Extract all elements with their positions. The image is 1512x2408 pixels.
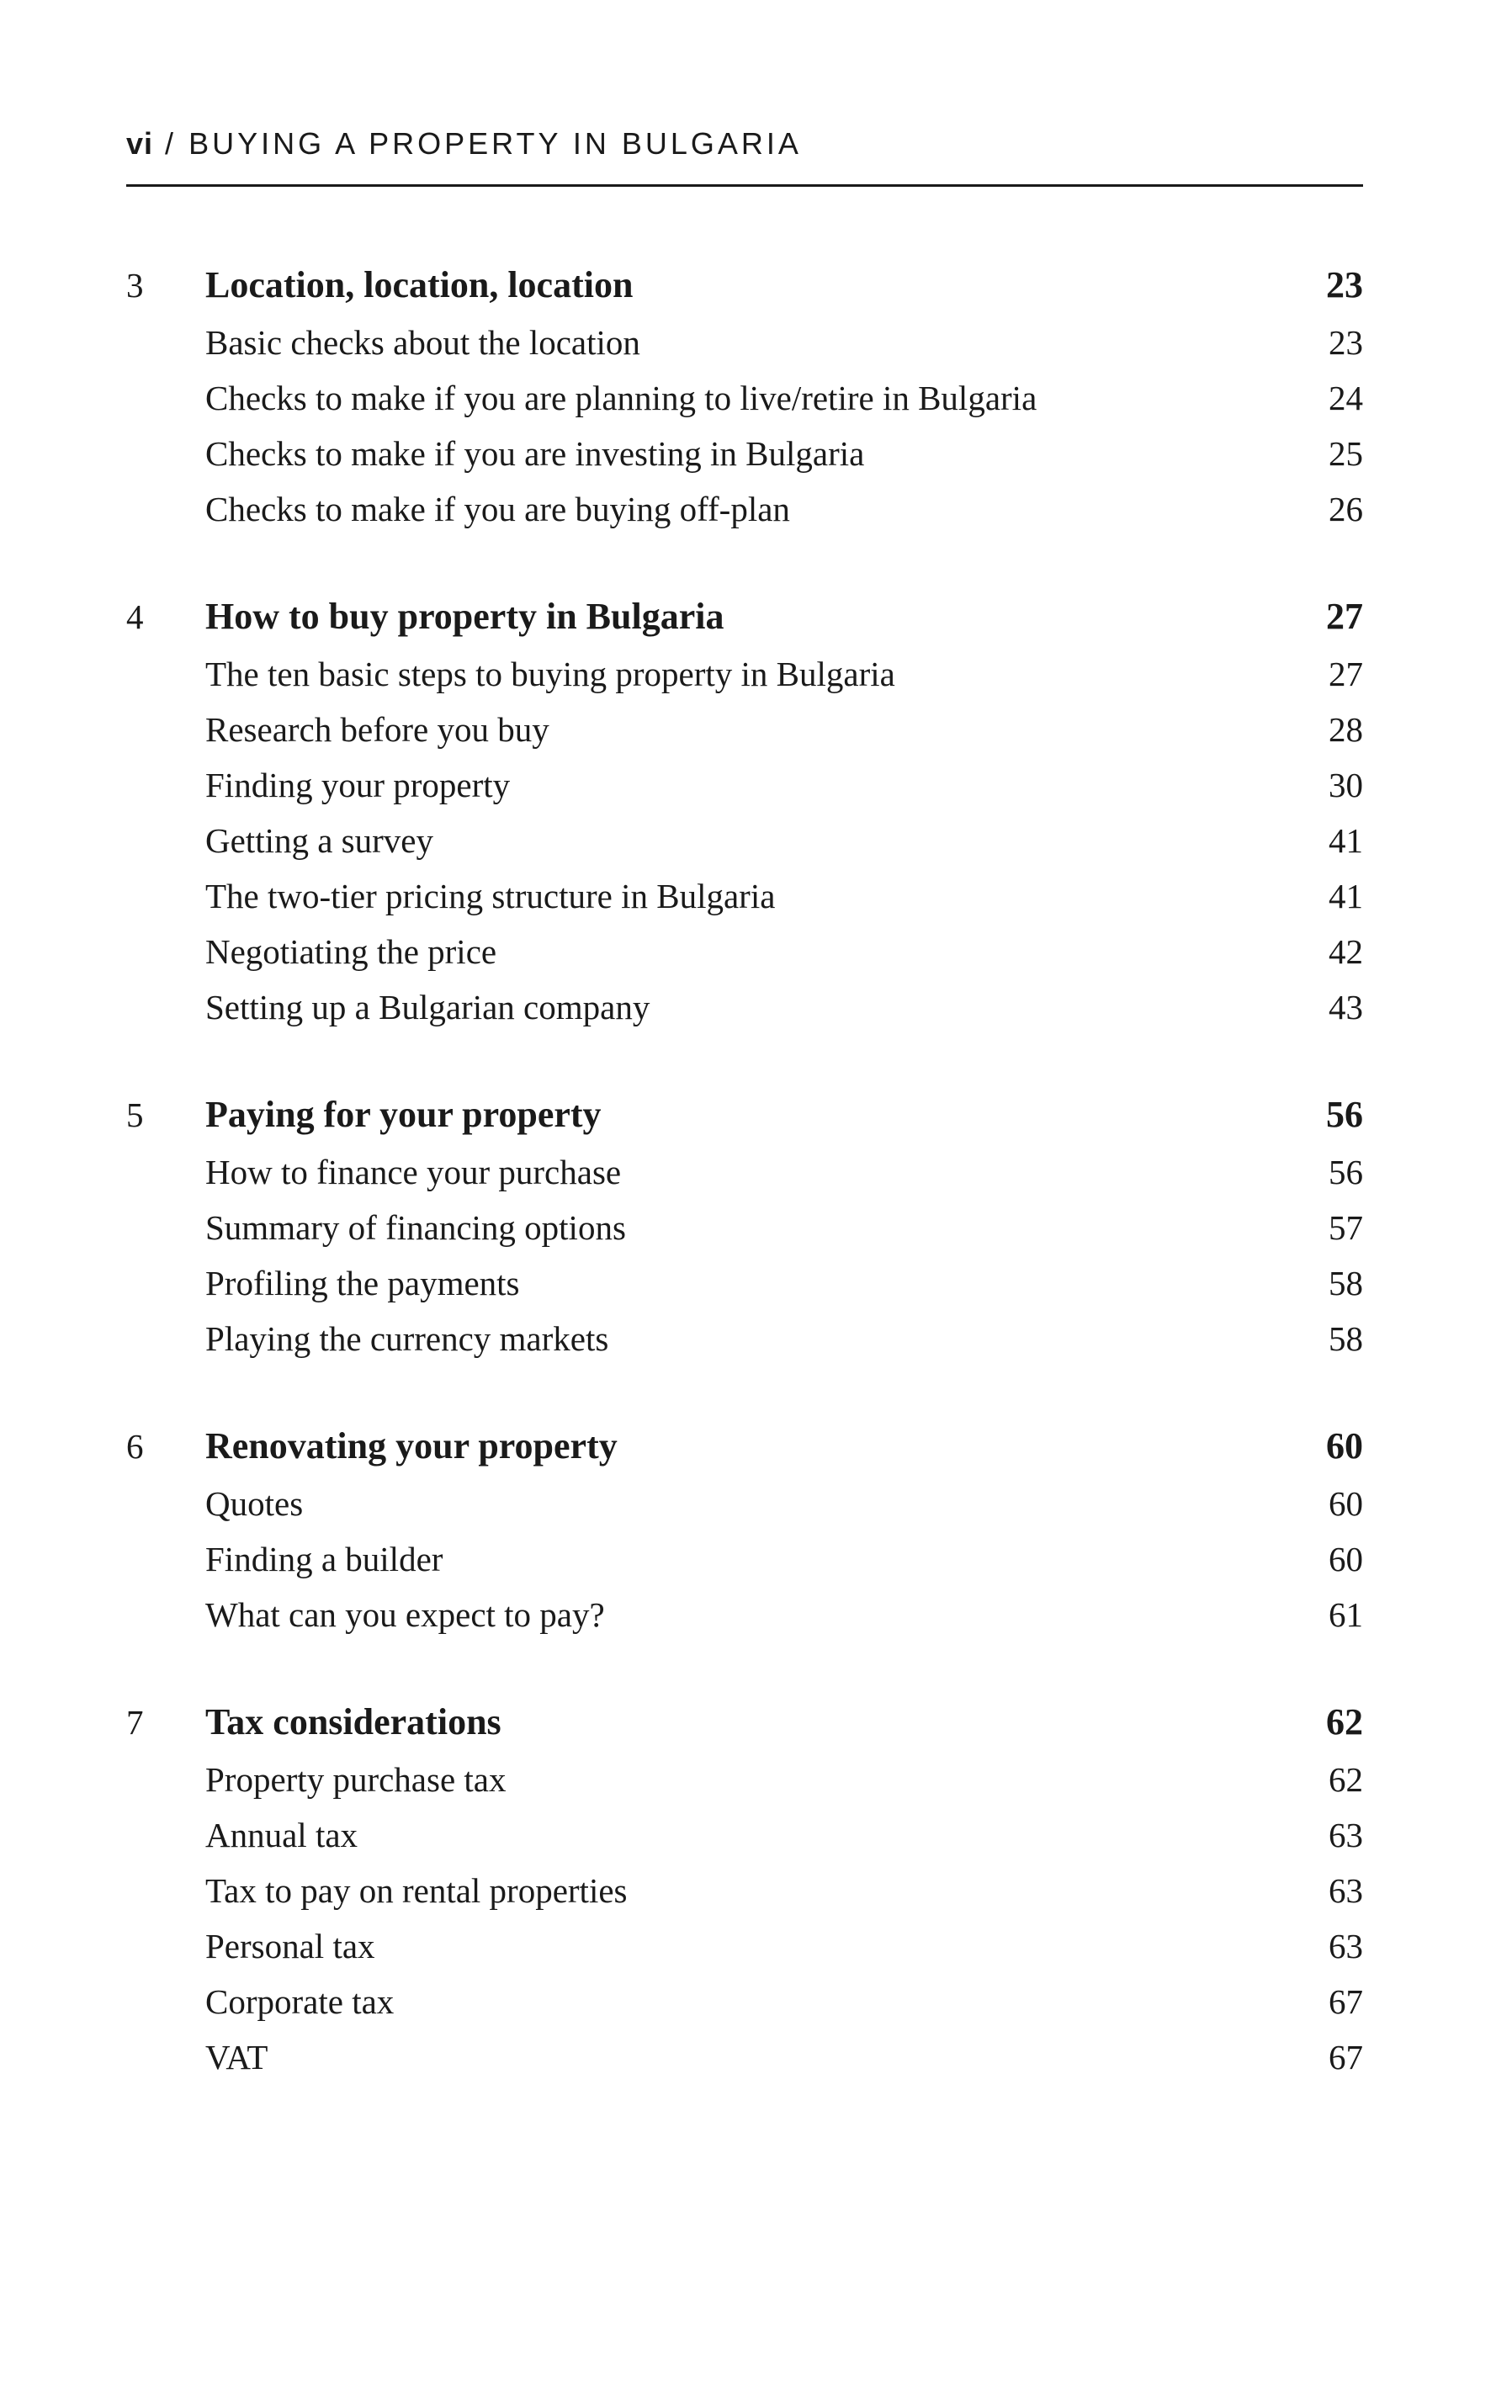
section-title: Finding your property — [205, 766, 511, 804]
section-entry[interactable] — [126, 1255, 1363, 1311]
section-entry[interactable] — [126, 702, 1363, 757]
section-page-number: 58 — [1329, 1319, 1363, 1358]
header-rule — [126, 184, 1363, 187]
section-page-number: 28 — [1329, 710, 1363, 749]
section-page-number: 26 — [1329, 490, 1363, 528]
chapter-entry[interactable] — [126, 1417, 1363, 1476]
section-title: What can you expect to pay? — [205, 1595, 605, 1634]
section-page-number: 42 — [1329, 932, 1363, 971]
section-title: Tax to pay on rental properties — [205, 1871, 628, 1910]
section-title: Basic checks about the location — [205, 323, 640, 362]
chapter-title: Tax considerations — [205, 1701, 501, 1742]
chapter-title: Renovating your property — [205, 1425, 618, 1467]
section-page-number: 62 — [1329, 1760, 1363, 1799]
section-entry[interactable] — [126, 1144, 1363, 1200]
section-entry[interactable] — [126, 426, 1363, 481]
section-page-number: 61 — [1329, 1595, 1363, 1634]
section-page-number: 41 — [1329, 821, 1363, 860]
section-page-number: 41 — [1329, 877, 1363, 915]
section-page-number: 43 — [1329, 988, 1363, 1026]
section-entry[interactable] — [126, 2029, 1363, 2085]
section-page-number: 60 — [1329, 1540, 1363, 1578]
section-title: How to finance your purchase — [205, 1153, 622, 1191]
section-entry[interactable] — [126, 1200, 1363, 1255]
chapter-block — [126, 587, 1363, 1035]
chapter-entry[interactable] — [126, 587, 1363, 646]
table-of-contents — [126, 256, 1363, 2135]
section-title: Property purchase tax — [205, 1760, 507, 1799]
section-title: Personal tax — [205, 1927, 375, 1965]
running-title: BUYING A PROPERTY IN BULGARIA — [188, 126, 802, 161]
section-page-number: 67 — [1329, 1982, 1363, 2021]
section-title: Finding a builder — [205, 1540, 443, 1578]
section-title: Corporate tax — [205, 1982, 395, 2021]
chapter-number: 6 — [126, 1427, 144, 1466]
section-entry[interactable] — [126, 979, 1363, 1035]
section-entry[interactable] — [126, 1476, 1363, 1531]
section-title: Setting up a Bulgarian company — [205, 988, 650, 1026]
section-title: Profiling the payments — [205, 1264, 520, 1302]
section-entry[interactable] — [126, 813, 1363, 868]
section-title: Annual tax — [205, 1816, 358, 1854]
chapter-page-number: 27 — [1326, 596, 1363, 637]
section-title: Negotiating the price — [205, 932, 497, 971]
section-page-number: 56 — [1329, 1153, 1363, 1191]
section-entry[interactable] — [126, 370, 1363, 426]
chapter-page-number: 23 — [1326, 264, 1363, 305]
section-entry[interactable] — [126, 1311, 1363, 1366]
chapter-number: 3 — [126, 266, 144, 305]
chapter-page-number: 60 — [1326, 1425, 1363, 1467]
chapter-title: Location, location, location — [205, 264, 634, 305]
section-title: Summary of financing options — [205, 1208, 626, 1247]
chapter-block — [126, 256, 1363, 537]
chapter-number: 7 — [126, 1703, 144, 1742]
book-page — [126, 0, 1363, 2408]
section-page-number: 63 — [1329, 1816, 1363, 1854]
section-entry[interactable] — [126, 315, 1363, 370]
section-entry[interactable] — [126, 1531, 1363, 1587]
section-page-number: 30 — [1329, 766, 1363, 804]
section-entry[interactable] — [126, 1863, 1363, 1918]
section-entry[interactable] — [126, 757, 1363, 813]
chapter-page-number: 62 — [1326, 1701, 1363, 1742]
section-title: The two-tier pricing structure in Bulgaria — [205, 877, 776, 915]
chapter-title: How to buy property in Bulgaria — [205, 596, 724, 637]
section-title: Research before you buy — [205, 710, 549, 749]
header-separator: / — [165, 126, 178, 161]
section-page-number: 60 — [1329, 1484, 1363, 1523]
chapter-number: 4 — [126, 597, 144, 636]
section-title: VAT — [205, 2038, 268, 2077]
section-title: Getting a survey — [205, 821, 433, 860]
section-entry[interactable] — [126, 924, 1363, 979]
chapter-block — [126, 1417, 1363, 1642]
chapter-entry[interactable] — [126, 1085, 1363, 1144]
section-entry[interactable] — [126, 1807, 1363, 1863]
chapter-block — [126, 1693, 1363, 2085]
section-page-number: 63 — [1329, 1871, 1363, 1910]
section-entry[interactable] — [126, 1587, 1363, 1642]
section-page-number: 24 — [1329, 379, 1363, 417]
chapter-page-number: 56 — [1326, 1094, 1363, 1135]
section-page-number: 67 — [1329, 2038, 1363, 2077]
section-page-number: 57 — [1329, 1208, 1363, 1247]
section-entry[interactable] — [126, 1918, 1363, 1974]
section-page-number: 63 — [1329, 1927, 1363, 1965]
chapter-title: Paying for your property — [205, 1094, 602, 1135]
section-entry[interactable] — [126, 646, 1363, 702]
running-head — [126, 126, 802, 162]
section-entry[interactable] — [126, 1752, 1363, 1807]
section-entry[interactable] — [126, 1974, 1363, 2029]
chapter-entry[interactable] — [126, 1693, 1363, 1752]
chapter-number: 5 — [126, 1095, 144, 1134]
section-entry[interactable] — [126, 868, 1363, 924]
section-title: The ten basic steps to buying property in Bulgaria — [205, 655, 895, 693]
section-title: Playing the currency markets — [205, 1319, 609, 1358]
section-title: Checks to make if you are investing in Bulgaria — [205, 434, 865, 473]
section-page-number: 58 — [1329, 1264, 1363, 1302]
section-entry[interactable] — [126, 481, 1363, 537]
page-folio: vi — [126, 126, 154, 161]
section-title: Checks to make if you are buying off-plan — [205, 490, 790, 528]
section-page-number: 23 — [1329, 323, 1363, 362]
section-page-number: 27 — [1329, 655, 1363, 693]
chapter-entry[interactable] — [126, 256, 1363, 315]
section-title: Checks to make if you are planning to live/retire in Bulgaria — [205, 379, 1037, 417]
section-page-number: 25 — [1329, 434, 1363, 473]
section-title: Quotes — [205, 1484, 304, 1523]
chapter-block — [126, 1085, 1363, 1366]
